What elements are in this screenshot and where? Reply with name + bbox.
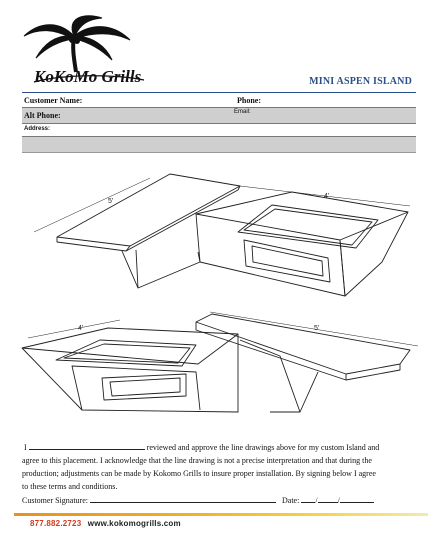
- island-line-drawing: [0, 160, 442, 430]
- terms-line-2: agree to this placement. I acknowledge that the line drawing is not a precise interpretation and that during the: [22, 456, 372, 465]
- customer-name-label: Customer Name:: [24, 96, 83, 105]
- brand-name: KoKoMo Grills: [34, 67, 142, 86]
- address-continuation-row[interactable]: [22, 137, 416, 153]
- bottom-view-dimension-left: 4': [78, 325, 84, 332]
- date-label: Date:: [282, 496, 300, 505]
- address-row[interactable]: [22, 124, 416, 137]
- date-year-blank[interactable]: [340, 493, 374, 503]
- alt-phone-row[interactable]: [22, 108, 416, 124]
- signature-line: Customer Signature: Date: / /: [22, 493, 422, 507]
- customer-name-row[interactable]: [22, 92, 416, 108]
- terms-line-1: [22, 440, 422, 454]
- customer-info-form: [22, 92, 416, 153]
- palm-tree-icon: [24, 16, 130, 72]
- date-month-blank[interactable]: [301, 493, 315, 503]
- signature-label: Customer Signature:: [22, 496, 88, 505]
- kokomo-grills-logo: [14, 14, 164, 94]
- footer-gradient-bar: [14, 513, 428, 516]
- date-day-blank[interactable]: [318, 493, 338, 503]
- alt-phone-label: Alt Phone:: [24, 111, 61, 120]
- address-label: Address:: [24, 126, 51, 132]
- bottom-view-dimension-right: 5': [314, 325, 320, 332]
- customer-name-blank[interactable]: [29, 440, 145, 450]
- signature-blank[interactable]: [90, 493, 276, 503]
- footer-website-link[interactable]: www.kokomogrills.com: [87, 519, 181, 528]
- top-view-dimension-right: 4': [324, 193, 330, 200]
- phone-label: Phone:: [237, 96, 261, 105]
- terms-line-4: to these terms and conditions.: [22, 482, 118, 491]
- terms-acknowledgement: [22, 440, 422, 507]
- footer-phone[interactable]: 877.882.2723: [30, 519, 82, 528]
- island-view-top: [34, 174, 410, 296]
- terms-line-3: production; adjustments can be made by Kokomo Grills to insure proper installation. By signing below I agree: [22, 469, 376, 478]
- terms-line-1-text: reviewed and approve the line drawings above for my custom Island and: [146, 443, 380, 452]
- document-title: MINI ASPEN ISLAND: [309, 76, 412, 87]
- footer-contact: [30, 519, 181, 528]
- top-view-dimension-left: 5': [108, 198, 114, 205]
- email-label: Email:: [234, 109, 251, 115]
- terms-i-word: I: [24, 443, 27, 452]
